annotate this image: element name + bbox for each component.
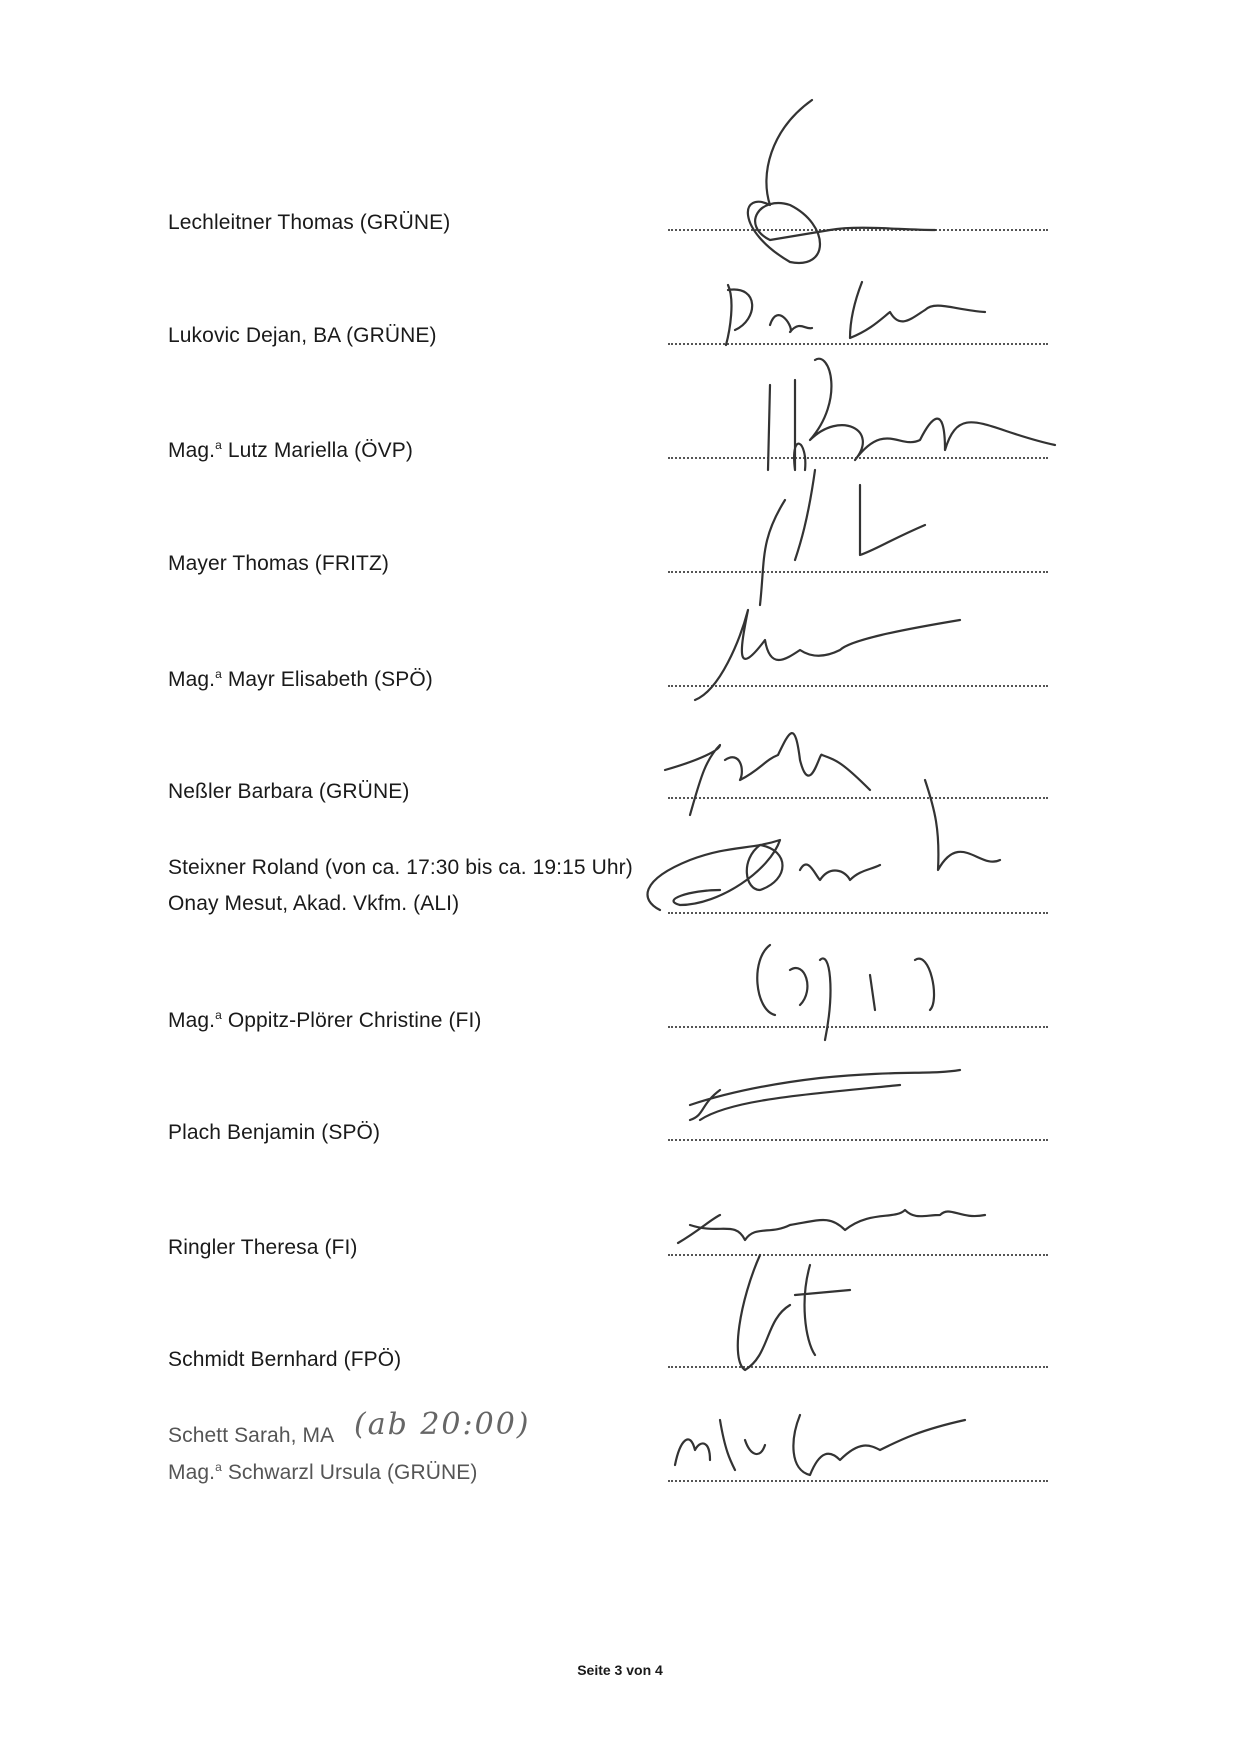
- signature-line: [668, 685, 1048, 687]
- signature-lukovic: [726, 282, 985, 345]
- attendee-name: Steixner Roland (von ca. 17:30 bis ca. 19:15 Uhr): [168, 856, 633, 879]
- signature-line: [668, 229, 1048, 231]
- attendee-name: Lukovic Dejan, BA (GRÜNE): [168, 324, 437, 347]
- signature-lutz: [768, 359, 1055, 470]
- signature-schmidt: [738, 1255, 850, 1370]
- attendee-name: Mayer Thomas (FRITZ): [168, 552, 389, 575]
- attendee-name: Neßler Barbara (GRÜNE): [168, 780, 410, 803]
- signature-line: [668, 1139, 1048, 1141]
- signature-lechleitner: [748, 100, 935, 263]
- attendee-name: Mag.$^a$ Mayr Elisabeth (SPÖ): [168, 667, 433, 691]
- signature-plach: [690, 1070, 960, 1120]
- attendee-name: Schett Sarah, MA: [168, 1424, 335, 1447]
- handwritten-note: (ab 20:00): [354, 1407, 531, 1442]
- signature-line: [668, 912, 1048, 914]
- signature-line: [668, 1254, 1048, 1256]
- signature-mayer: [760, 470, 925, 605]
- attendee-name: Lechleitner Thomas (GRÜNE): [168, 211, 451, 234]
- attendee-name: Plach Benjamin (SPÖ): [168, 1121, 381, 1144]
- signature-steixner: [648, 840, 780, 910]
- signature-schwarzl: [675, 1415, 965, 1475]
- signature-line: [668, 343, 1048, 345]
- attendee-name: Mag.$^a$ Oppitz-Plörer Christine (FI): [168, 1008, 482, 1032]
- signature-line: [668, 571, 1048, 573]
- signature-nessler: [665, 733, 870, 815]
- attendee-name: Onay Mesut, Akad. Vkfm. (ALI): [168, 892, 460, 915]
- signature-line: [668, 797, 1048, 799]
- signature-ringler: [678, 1210, 985, 1243]
- signature-line: [668, 457, 1048, 459]
- signature-line: [668, 1480, 1048, 1482]
- attendee-name: Mag.$^a$ Schwarzl Ursula (GRÜNE): [168, 1460, 478, 1484]
- attendee-name: Ringler Theresa (FI): [168, 1236, 358, 1259]
- attendee-name: Schmidt Bernhard (FPÖ): [168, 1348, 402, 1371]
- attendee-name: Mag.$^a$ Lutz Mariella (ÖVP): [168, 438, 413, 462]
- signature-line: [668, 1366, 1048, 1368]
- page-footer: Seite 3 von 4: [577, 1662, 663, 1678]
- signature-line: [668, 1026, 1048, 1028]
